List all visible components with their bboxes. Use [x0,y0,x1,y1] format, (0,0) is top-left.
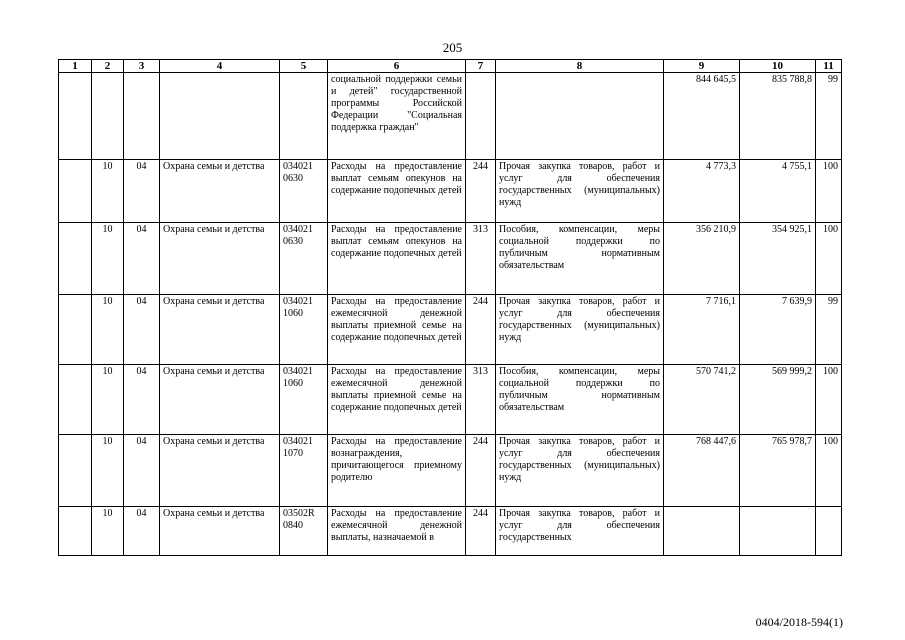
percent-cell: 100 [816,435,842,507]
amount-cell [664,507,740,556]
amount-cell: 4 773,3 [664,160,740,223]
table-cell [124,73,160,160]
table-row-partial [59,507,842,556]
table-cell [59,160,92,223]
table-row [59,160,842,223]
subsection-cell: 04 [124,295,160,365]
column-header: 5 [280,60,328,73]
section-cell: 10 [92,295,124,365]
table-header-row [59,60,842,73]
subsection-cell: 04 [124,435,160,507]
expense-type-name-cell: Прочая закупка товаров, работ и услуг для обеспечения государственных [496,507,664,556]
percent-cell [816,507,842,556]
column-header: 9 [664,60,740,73]
table-cell [496,73,664,160]
subsection-cell: 04 [124,365,160,435]
expense-description-cell: Расходы на предоставление ежемесячной денежной выплаты, назначаемой в [328,507,466,556]
expense-description-cell: социальной поддержки семьи и детей" государственной программы Российской Федерации "Социальная поддержка граждан" [328,73,466,160]
percent-cell: 100 [816,223,842,295]
section-cell: 10 [92,160,124,223]
section-cell: 10 [92,507,124,556]
table-row-continuation [59,73,842,160]
expense-type-cell: 313 [466,365,496,435]
expense-description-cell: Расходы на предоставление ежемесячной денежной выплаты приемной семье на содержание подопечных детей [328,295,466,365]
table-cell [160,73,280,160]
expense-type-name-cell: Прочая закупка товаров, работ и услуг для обеспечения государственных (муниципальных) нужд [496,295,664,365]
amount-cell: 768 447,6 [664,435,740,507]
subsection-name-cell: Охрана семьи и детства [160,507,280,556]
budget-table [58,59,842,556]
amount-cell: 7 639,9 [740,295,816,365]
expense-type-name-cell: Пособия, компенсации, меры социальной поддержки по публичным нормативным обязательствам [496,223,664,295]
amount-cell: 570 741,2 [664,365,740,435]
table-cell [59,73,92,160]
table-cell [59,507,92,556]
table-cell [280,73,328,160]
table-row [59,223,842,295]
expense-type-name-cell: Пособия, компенсации, меры социальной поддержки по публичным нормативным обязательствам [496,365,664,435]
subsection-cell: 04 [124,223,160,295]
target-code-cell: 034021 1070 [280,435,328,507]
document-code: 0404/2018-594(1) [755,615,843,629]
table-cell [59,223,92,295]
column-header: 4 [160,60,280,73]
expense-description-cell: Расходы на предоставление выплат семьям опекунов на содержание подопечных детей [328,160,466,223]
subsection-name-cell: Охрана семьи и детства [160,295,280,365]
amount-cell: 7 716,1 [664,295,740,365]
subsection-cell: 04 [124,160,160,223]
table-cell [59,435,92,507]
expense-type-cell: 244 [466,160,496,223]
amount-cell: 569 999,2 [740,365,816,435]
expense-type-name-cell: Прочая закупка товаров, работ и услуг для обеспечения государственных (муниципальных) нужд [496,435,664,507]
page-number: 205 [442,40,463,55]
subsection-name-cell: Охрана семьи и детства [160,365,280,435]
percent-cell: 100 [816,365,842,435]
expense-description-cell: Расходы на предоставление выплат семьям опекунов на содержание подопечных детей [328,223,466,295]
amount-cell: 4 755,1 [740,160,816,223]
expense-type-cell: 244 [466,295,496,365]
column-header: 1 [59,60,92,73]
expense-type-cell: 244 [466,507,496,556]
amount-cell: 356 210,9 [664,223,740,295]
subsection-name-cell: Охрана семьи и детства [160,160,280,223]
column-header: 7 [466,60,496,73]
percent-cell: 99 [816,73,842,160]
subsection-cell: 04 [124,507,160,556]
expense-type-cell: 244 [466,435,496,507]
table-cell [59,295,92,365]
column-header: 6 [328,60,466,73]
column-header: 11 [816,60,842,73]
expense-description-cell: Расходы на предоставление вознаграждения, причитающегося приемному родителю [328,435,466,507]
column-header: 10 [740,60,816,73]
target-code-cell: 03502R 0840 [280,507,328,556]
target-code-cell: 034021 1060 [280,365,328,435]
column-header: 2 [92,60,124,73]
section-cell: 10 [92,365,124,435]
table-row [59,365,842,435]
expense-type-cell: 313 [466,223,496,295]
amount-cell: 354 925,1 [740,223,816,295]
column-header: 3 [124,60,160,73]
amount-cell: 765 978,7 [740,435,816,507]
amount-cell: 835 788,8 [740,73,816,160]
table-row [59,435,842,507]
section-cell: 10 [92,435,124,507]
expense-type-name-cell: Прочая закупка товаров, работ и услуг для обеспечения государственных (муниципальных) нужд [496,160,664,223]
section-cell: 10 [92,223,124,295]
column-header: 8 [496,60,664,73]
target-code-cell: 034021 0630 [280,160,328,223]
table-cell [59,365,92,435]
target-code-cell: 034021 0630 [280,223,328,295]
percent-cell: 99 [816,295,842,365]
amount-cell: 844 645,5 [664,73,740,160]
table-cell [92,73,124,160]
expense-description-cell: Расходы на предоставление ежемесячной денежной выплаты приемной семье на содержание подопечных детей [328,365,466,435]
amount-cell [740,507,816,556]
subsection-name-cell: Охрана семьи и детства [160,223,280,295]
target-code-cell: 034021 1060 [280,295,328,365]
table-row [59,295,842,365]
percent-cell: 100 [816,160,842,223]
table-cell [466,73,496,160]
subsection-name-cell: Охрана семьи и детства [160,435,280,507]
